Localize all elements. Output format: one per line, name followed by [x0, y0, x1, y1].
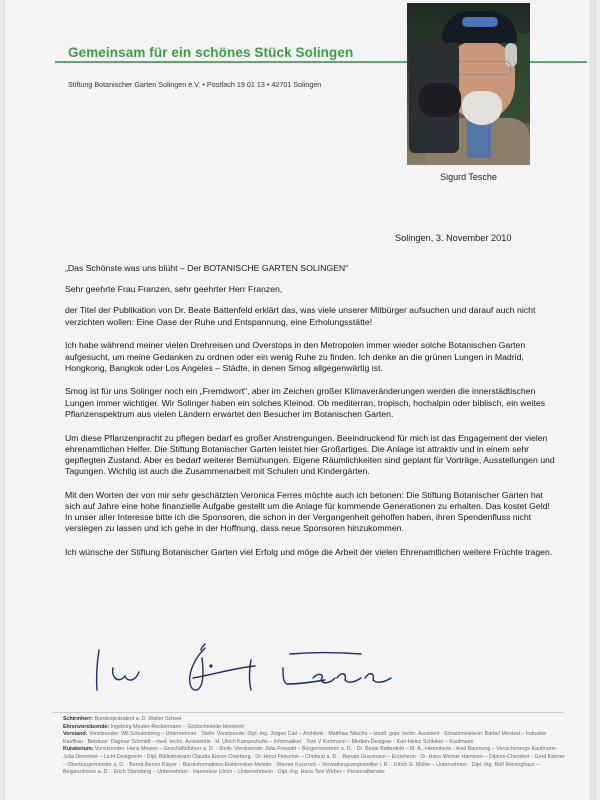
- photo-caption: Sigurd Tesche: [440, 172, 497, 182]
- footer-ehrenvorsitzende: [63, 724, 565, 732]
- letter-body: [65, 263, 555, 571]
- footer-value: Bundespräsident a. D. Walter Scheel: [94, 716, 182, 722]
- footer-label: Schirmherr:: [63, 716, 94, 722]
- handwritten-signature: [85, 638, 445, 698]
- letter-paragraph: Um diese Pflanzenpracht zu pflegen bedarf es großer Anstrengungen. Beeindruckend für mich ist das Engagement der vielen ehrenamtlichen Helfer. Die Stiftung Botanischer Garten leistet hier Großartiges. Die Anlage ist attraktiv und in einem sehr gepflegten Zustand. Aber es bedarf weiterer Bemühungen. Eigene Räumlichkeiten sind geplant für Vorträge, Ausstellungen und Tagungen. Wichtig ist auch die Zusammenarbeit mit Schulen und Kindergärten.: [65, 432, 555, 477]
- letter-paragraph: Mit den Worten der von mir sehr geschätzten Veronica Ferres möchte auch ich betonen: Die Stiftung Botanischer Garten hat sich auf Jahre eine hohe finanzielle Aufgabe gestellt um die Anlage für kommende Generationen zu erhalten. Das kostet Geld! In unser aller Interesse bitte ich die Sponsoren, die schon in der Vergangenheit geholfen haben, ihren Spendenfluss nicht versiegen zu lassen und ich gehe in der Hoffnung, dass neue Sponsoren hinzukommen.: [65, 489, 550, 534]
- footer-label: Kuratorium:: [63, 746, 94, 753]
- footer-vorstand: [63, 731, 565, 746]
- footer-value: Vorsitzender: Wil Schulenberg – Unternehmer · Stellv. Vorsitzende: Dipl.-Ing. Jürgen Carl – Architekt · Matthias Nitsche – staatl. gepr. techn. Assistent · Schatzmeisterin: Bärbel Mentzel – Industrie Kauffrau · Beisitzer: Dagmar Schmidt – med. techn. Assistentin · H. Ulrich Kampschulte – Informatiker · Tom V Kortmann – Medien-Designer · Karl-Heinz Schleker – Kaufmann: [63, 731, 547, 745]
- page-edge: [589, 0, 595, 800]
- letter-date: Solingen, 3. November 2010: [395, 233, 512, 243]
- letter-salutation: Sehr geehrte Frau Franzen, sehr geehrter Herr Franzen,: [65, 284, 283, 295]
- letter-paragraph: Smog ist für uns Solinger noch ein „Fremdwort“, aber im Zeichen großer Klimaveränderungen werden die innerstädtischen Lungen immer wichtiger. Wir Solinger haben ein solches Kleinod. Ob mediterran, tropisch, hochalpin oder biblisch, ein weites Pflanzenspektrum aus vielen Ländern erwartet den Besucher im Botanischen Garten.: [65, 386, 545, 419]
- letter-subject: „Das Schönste was uns blüht – Der BOTANISCHE GARTEN SOLINGEN“: [65, 263, 349, 273]
- footer-label: Vorstand:: [63, 731, 88, 738]
- letterhead-slogan: Gemeinsam für ein schönes Stück Solingen: [68, 45, 354, 60]
- photo-cap-logo: [462, 17, 498, 27]
- letter-paragraph: Ich habe während meiner vielen Drehreisen und Overstops in den Metropolen immer wieder solche Botanischen Garten aufgesucht, um meine Gedanken zu ordnen oder ein wenig Ruhe zu finden. Ich denke an die grünen Lungen in Madrid, Hongkong, Bangkok oder Los Angeles – Städte, in denen Smog allgegenwärtig ist.: [65, 340, 526, 373]
- footer-board-list: [63, 716, 565, 777]
- photo-cap: [442, 11, 517, 43]
- letter-closing: Ich wünsche der Stiftung Botanischer Garten viel Erfolg und möge die Arbeit der vielen Ehrenamtlichen weitere Früchte tragen.: [65, 547, 553, 558]
- footer-kuratorium: [63, 746, 565, 776]
- portrait-photo: [407, 3, 530, 165]
- footer-divider: [53, 712, 563, 713]
- footer-label: Ehrenvorsitzende:: [63, 723, 110, 730]
- photo-glasses: [451, 61, 511, 75]
- sender-address: Stiftung Botanischer Garten Solingen e.V. • Postfach 19 01 13 • 42701 Solingen: [68, 80, 322, 89]
- letter-page: [4, 0, 596, 800]
- photo-beard: [462, 91, 502, 125]
- photo-camera-lens: [419, 83, 461, 117]
- footer-value: Ingeborg Meuter-Reckermann – Goldschmiede-Meisterin: [110, 723, 245, 730]
- footer-value: Vorsitzender: Hans Mewes – Geschäftsführer a. D. · Stellv. Vorsitzende: Julia Frewald – Bürgermeisterin a. D. · Dr. Beate Battenfeld – M. A., Historikerin · Axel Baumung – Versicherungs-Kaufmann · Julia Dinnebier – Licht-Designerin · Dipl. Bibliothekarin Claudia Eisner-Overberg · Dr. Horst Fleischer – Chefarzt a. D. · Renate Graumann – Erzieherin · Dr. Hans-Werner Hammen – Diplom-Chemiker · Gerd Kaimer – Oberbürgermeister a. D. · Bernd-Benno Klayer – Büroinformations-Elektroniker-Meister · Werner Kurzrock – Verwaltungsangestellter i. R. · Ulrich G. Müller – Unternehmer · Dipl.-Ing. Rolf Reininghaus – Beigeordneter a. D. · Erich Stonsberg – Unternehmer · Hannelore Ulrich – Unternehmerin · Dipl.-Ing. Hans-Toni Weber – Personalberater: [63, 746, 565, 776]
- footer-schirmherr: [63, 716, 565, 724]
- letter-paragraph: der Titel der Publikation von Dr. Beate Battenfeld erklärt das, was viele unserer Mitbürger aufsuchen und darauf auch nicht verzichten wollen: Eine Oase der Ruhe und Entspannung, eine Erholungsstätte!: [65, 305, 536, 327]
